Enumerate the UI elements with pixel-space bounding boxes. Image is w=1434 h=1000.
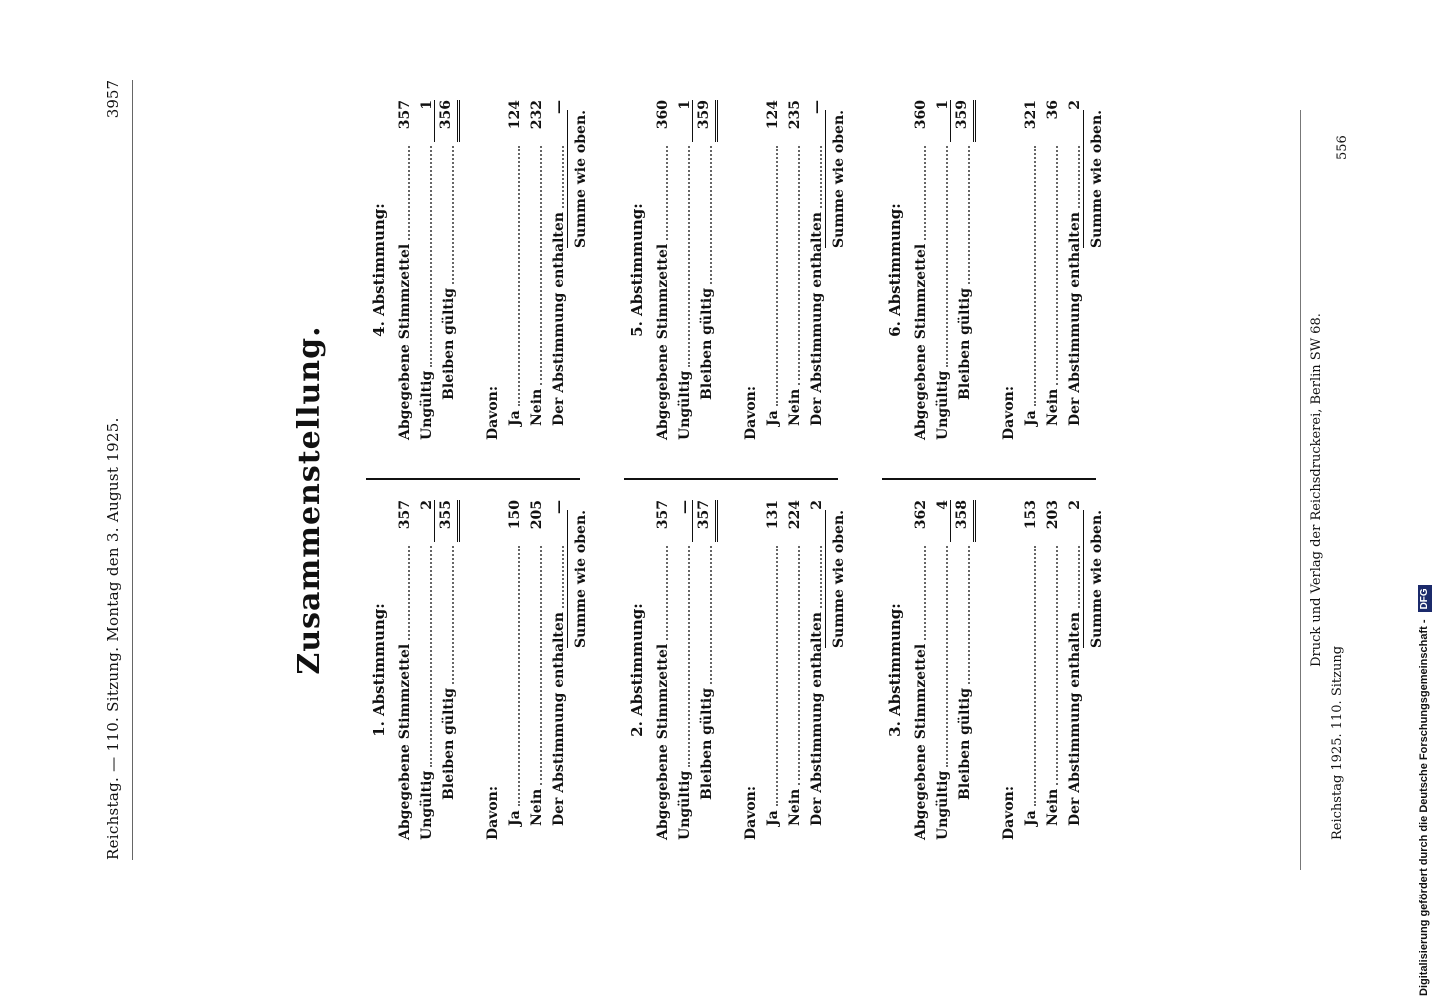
printer-imprint: Druck und Verlag der Reichsdruckerei, Berlin SW 68. <box>1300 110 1324 870</box>
vote-heading: 4. Abstimmung: <box>370 203 388 337</box>
valid-row: Bleiben gültig 359 <box>696 100 718 440</box>
abstain-row: Der Abstimmung enthalten — <box>548 100 570 440</box>
ballots-cast-row: Abgegebene Stimmzettel 357 <box>394 500 416 840</box>
yes-row-value: 131 <box>765 500 781 530</box>
sum-note: Summe wie oben. <box>1086 100 1108 440</box>
invalid-row: Ungültig 1 <box>674 100 696 440</box>
invalid-row: Ungültig 1 <box>932 100 954 440</box>
invalid-row-value: 1 <box>419 100 435 110</box>
footer-page-number: 556 <box>1335 135 1350 160</box>
yes-row: Ja 321 <box>1020 100 1042 440</box>
sum-note: Summe wie oben. <box>828 500 850 840</box>
divider-2 <box>624 478 838 480</box>
davon-label: Davon: <box>485 385 501 440</box>
vote-block <box>626 100 850 440</box>
no-row-value: 235 <box>787 100 803 130</box>
footer-left: Reichstag 1925. 110. Sitzung <box>1330 645 1345 840</box>
valid-row-value: 355 <box>434 500 460 542</box>
dfg-sidebar <box>1414 6 1434 996</box>
invalid-row-value: 1 <box>677 100 693 110</box>
page-title: Zusammenstellung. <box>292 325 327 675</box>
invalid-row-value: 4 <box>935 500 951 510</box>
davon-label: Davon: <box>743 785 759 840</box>
no-row: Nein 235 <box>784 100 806 440</box>
vote-heading: 6. Abstimmung: <box>886 203 904 337</box>
no-row-value: 224 <box>787 500 803 530</box>
no-row: Nein 224 <box>784 500 806 840</box>
ballots-cast-row-value: 360 <box>655 100 671 130</box>
no-row: Nein 232 <box>526 100 548 440</box>
ballots-cast-row-value: 362 <box>913 500 929 530</box>
invalid-row: Ungültig 2 <box>416 500 438 840</box>
vote-block <box>368 100 592 440</box>
no-row: Nein 205 <box>526 500 548 840</box>
vote-heading: 3. Abstimmung: <box>886 603 904 737</box>
ballots-cast-row-value: 357 <box>397 100 413 130</box>
sum-note: Summe wie oben. <box>570 500 592 840</box>
valid-row-value: 358 <box>950 500 976 542</box>
dfg-logo: DFG <box>1418 585 1432 612</box>
valid-row-value: 359 <box>950 100 976 142</box>
davon-label: Davon: <box>1001 785 1017 840</box>
header-left: Reichstag. — 110. Sitzung. Montag den 3. August 1925. <box>104 417 122 860</box>
invalid-row: Ungültig — <box>674 500 696 840</box>
yes-row: Ja 124 <box>762 100 784 440</box>
valid-row-value: 356 <box>434 100 460 142</box>
ballots-cast-row-value: 357 <box>397 500 413 530</box>
invalid-row-value: 2 <box>419 500 435 510</box>
yes-row-value: 150 <box>507 500 523 530</box>
sum-note: Summe wie oben. <box>828 100 850 440</box>
yes-row-value: 124 <box>765 100 781 130</box>
ballots-cast-row: Abgegebene Stimmzettel 357 <box>652 500 674 840</box>
ballots-cast-row: Abgegebene Stimmzettel 360 <box>652 100 674 440</box>
abstain-row-value: — <box>809 100 825 114</box>
vote-block <box>884 500 1108 840</box>
vote-heading: 2. Abstimmung: <box>628 603 646 737</box>
invalid-row-value: — <box>677 500 693 514</box>
divider-3 <box>882 478 1096 480</box>
no-row-value: 205 <box>529 500 545 530</box>
ballots-cast-row: Abgegebene Stimmzettel 357 <box>394 100 416 440</box>
ballots-cast-row: Abgegebene Stimmzettel 360 <box>910 100 932 440</box>
abstain-row: Der Abstimmung enthalten 2 <box>1064 500 1086 840</box>
abstain-row-value: 2 <box>809 500 825 510</box>
invalid-row: Ungültig 4 <box>932 500 954 840</box>
sidebar-text: Digitalisierung gefördert durch die Deutsche Forschungsgemeinschaft - <box>1418 619 1430 996</box>
davon-label: Davon: <box>743 385 759 440</box>
sum-note: Summe wie oben. <box>570 100 592 440</box>
abstain-row: Der Abstimmung enthalten 2 <box>806 500 828 840</box>
divider-1 <box>366 478 580 480</box>
no-row-value: 232 <box>529 100 545 130</box>
running-header <box>92 80 133 860</box>
valid-row-value: 357 <box>692 500 718 542</box>
valid-row: Bleiben gültig 359 <box>954 100 976 440</box>
no-row-value: 36 <box>1045 100 1061 120</box>
sum-note: Summe wie oben. <box>1086 500 1108 840</box>
ballots-cast-row-value: 357 <box>655 500 671 530</box>
yes-row-value: 124 <box>507 100 523 130</box>
no-row: Nein 203 <box>1042 500 1064 840</box>
abstain-row-value: 2 <box>1067 500 1083 510</box>
abstain-row-value: — <box>551 500 567 514</box>
no-row-value: 203 <box>1045 500 1061 530</box>
abstain-row: Der Abstimmung enthalten — <box>806 100 828 440</box>
abstain-row-value: 2 <box>1067 100 1083 110</box>
davon-label: Davon: <box>485 785 501 840</box>
vote-block <box>884 100 1108 440</box>
header-page-number: 3957 <box>104 80 122 119</box>
ballots-cast-row: Abgegebene Stimmzettel 362 <box>910 500 932 840</box>
yes-row-value: 321 <box>1023 100 1039 130</box>
invalid-row: Ungültig 1 <box>416 100 438 440</box>
vote-heading: 1. Abstimmung: <box>370 603 388 737</box>
yes-row: Ja 150 <box>504 500 526 840</box>
valid-row: Bleiben gültig 356 <box>438 100 460 440</box>
valid-row: Bleiben gültig 355 <box>438 500 460 840</box>
no-row: Nein 36 <box>1042 100 1064 440</box>
valid-row: Bleiben gültig 358 <box>954 500 976 840</box>
yes-row: Ja 153 <box>1020 500 1042 840</box>
yes-row: Ja 124 <box>504 100 526 440</box>
yes-row-value: 153 <box>1023 500 1039 530</box>
vote-block <box>626 500 850 840</box>
ballots-cast-row-value: 360 <box>913 100 929 130</box>
vote-block <box>368 500 592 840</box>
valid-row-value: 359 <box>692 100 718 142</box>
abstain-row: Der Abstimmung enthalten 2 <box>1064 100 1086 440</box>
abstain-row-value: — <box>551 100 567 114</box>
valid-row: Bleiben gültig 357 <box>696 500 718 840</box>
abstain-row: Der Abstimmung enthalten — <box>548 500 570 840</box>
yes-row: Ja 131 <box>762 500 784 840</box>
vote-heading: 5. Abstimmung: <box>628 203 646 337</box>
davon-label: Davon: <box>1001 385 1017 440</box>
invalid-row-value: 1 <box>935 100 951 110</box>
